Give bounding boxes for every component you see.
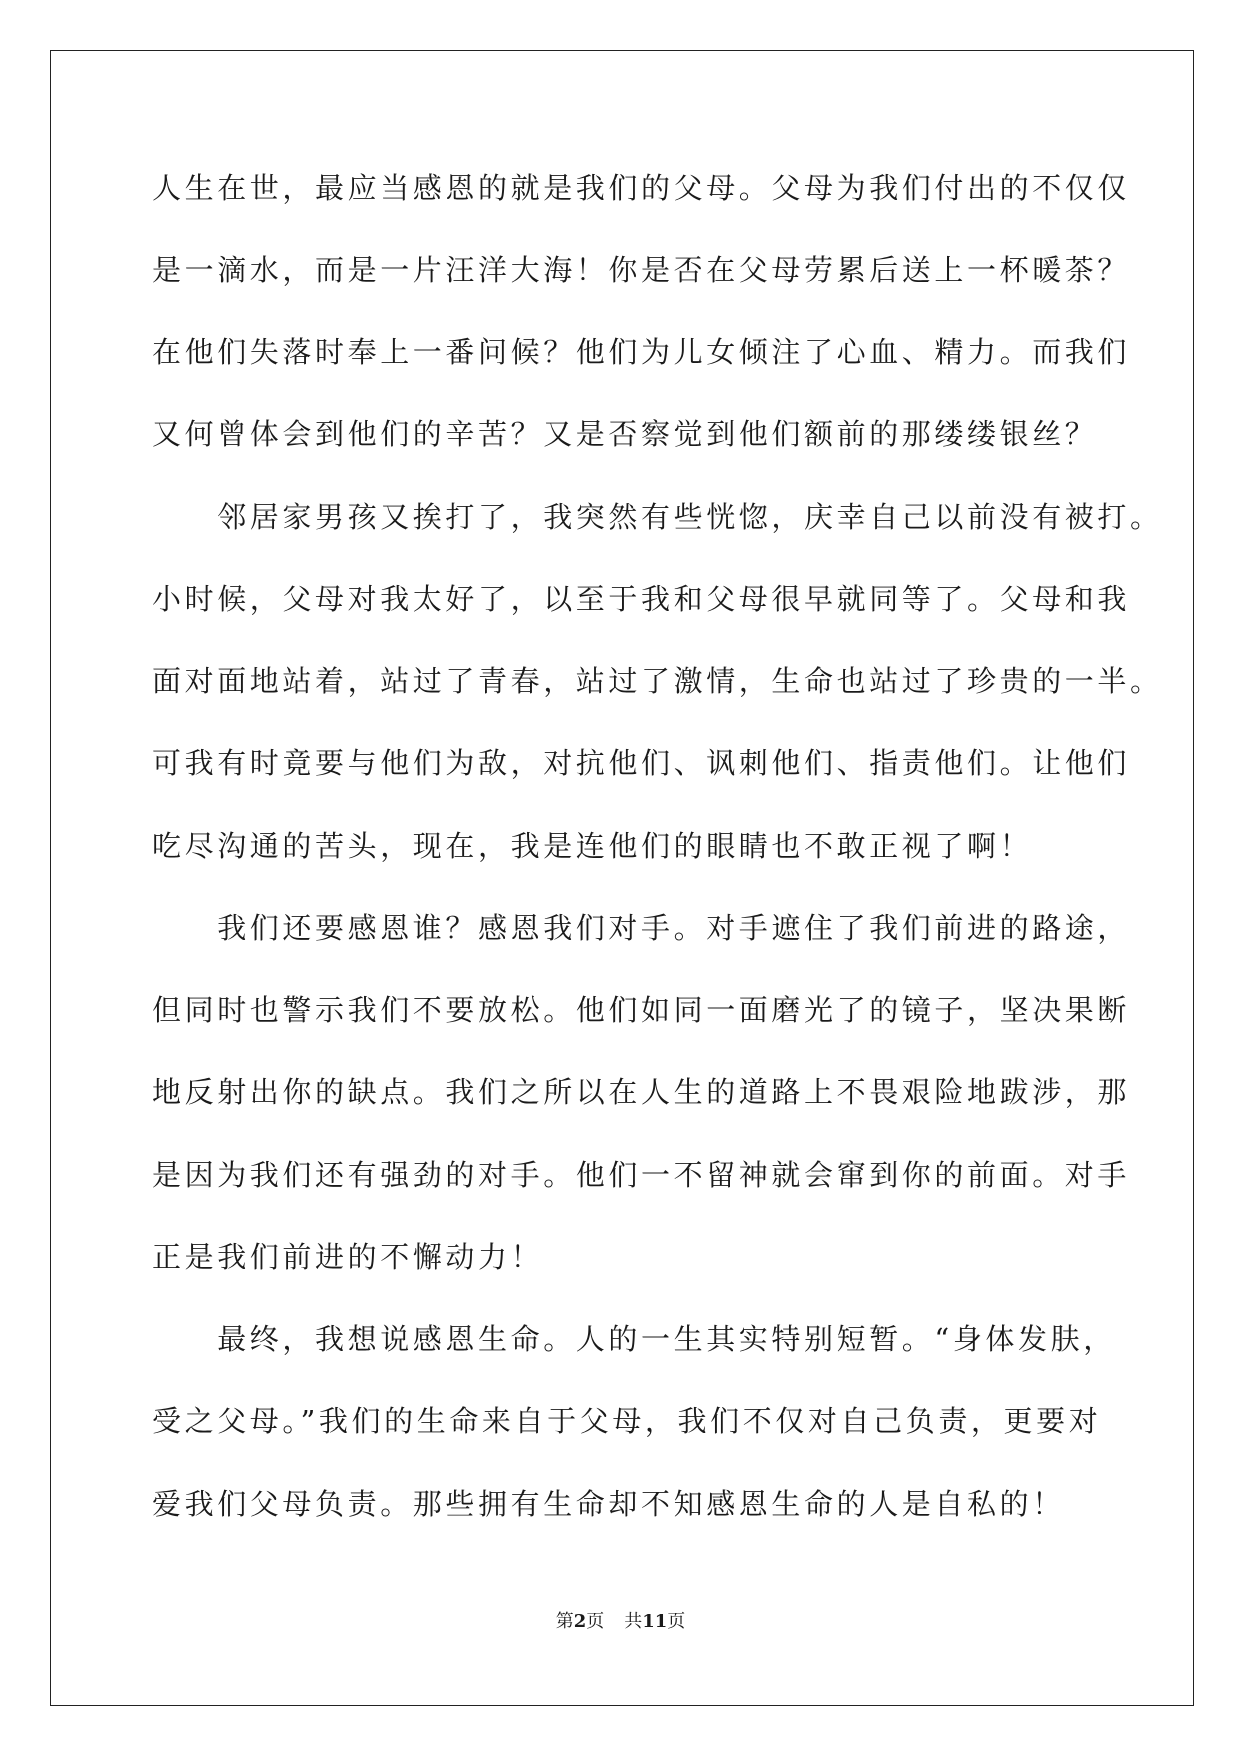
text-line: 正是我们前进的不懈动力！ bbox=[152, 1240, 544, 1274]
text-line: 吃尽沟通的苦头，现在，我是连他们的眼睛也不敢正视了啊！ bbox=[152, 829, 1033, 863]
page-border bbox=[50, 50, 1194, 1706]
total-prefix: 共 bbox=[624, 1611, 643, 1632]
text-line: 是因为我们还有强劲的对手。他们一不留神就会窜到你的前面。对手 bbox=[152, 1158, 1131, 1192]
total-pages: 11 bbox=[642, 1611, 668, 1632]
text-line: 是一滴水，而是一片汪洋大海！你是否在父母劳累后送上一杯暖茶？ bbox=[152, 253, 1131, 287]
text-line: 我们还要感恩谁？感恩我们对手。对手遮住了我们前进的路途， bbox=[152, 911, 1131, 945]
text-line: 地反射出你的缺点。我们之所以在人生的道路上不畏艰险地跋涉，那 bbox=[152, 1075, 1131, 1109]
page-suffix: 页 bbox=[586, 1611, 605, 1632]
text-line: 人生在世，最应当感恩的就是我们的父母。父母为我们付出的不仅仅 bbox=[152, 171, 1131, 205]
text-line: 小时候，父母对我太好了，以至于我和父母很早就同等了。父母和我 bbox=[152, 582, 1131, 616]
text-line: 受之父母。”我们的生命来自于父母，我们不仅对自己负责，更要对 bbox=[152, 1404, 1102, 1438]
text-line: 爱我们父母负责。那些拥有生命却不知感恩生命的人是自私的！ bbox=[152, 1487, 1065, 1521]
text-line: 最终，我想说感恩生命。人的一生其实特别短暂。“身体发肤， bbox=[152, 1322, 1116, 1356]
total-suffix: 页 bbox=[667, 1611, 686, 1632]
page-footer bbox=[0, 1610, 1241, 1634]
text-line: 又何曾体会到他们的辛苦？又是否察觉到他们额前的那缕缕银丝？ bbox=[152, 417, 1098, 451]
text-line: 面对面地站着，站过了青春，站过了激情，生命也站过了珍贵的一半。 bbox=[152, 664, 1163, 698]
page-prefix: 第 bbox=[555, 1611, 574, 1632]
page-number: 2 bbox=[573, 1611, 587, 1632]
text-line: 可我有时竟要与他们为敌，对抗他们、讽刺他们、指责他们。让他们 bbox=[152, 746, 1131, 780]
text-line: 但同时也警示我们不要放松。他们如同一面磨光了的镜子，坚决果断 bbox=[152, 993, 1131, 1027]
text-line: 在他们失落时奉上一番问候？他们为儿女倾注了心血、精力。而我们 bbox=[152, 335, 1131, 369]
text-line: 邻居家男孩又挨打了，我突然有些恍惚，庆幸自己以前没有被打。 bbox=[152, 500, 1163, 534]
